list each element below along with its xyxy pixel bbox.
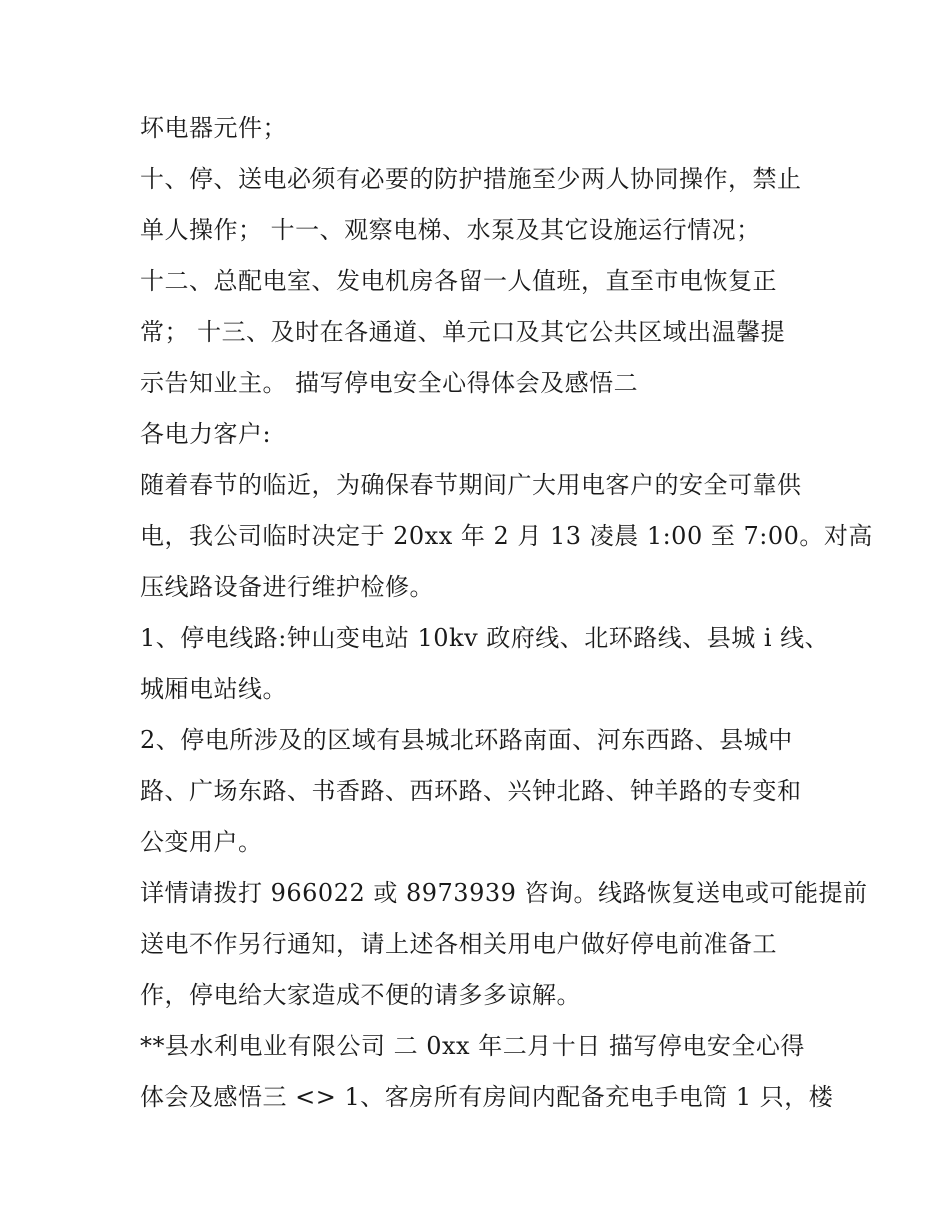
text-line-1: 坏电器元件； (140, 114, 287, 142)
text-line-10: 压线路设备进行维护检修。 (140, 573, 434, 601)
text-line-9: 电，我公司临时决定于 20xx 年 2 月 13 凌晨 1:00 至 7:00。对高 (140, 522, 873, 550)
text-line-14: 路、广场东路、书香路、西环路、兴钟北路、钟羊路的专变和 (140, 777, 802, 805)
text-line-19: **县水利电业有限公司 二 0xx 年二月十日 描写停电安全心得 (140, 1032, 805, 1060)
text-line-4: 十二、总配电室、发电机房各留一人值班，直至市电恢复正 (140, 267, 777, 295)
text-line-18: 作，停电给大家造成不便的请多多谅解。 (140, 981, 581, 1009)
text-line-6: 示告知业主。 描写停电安全心得体会及感悟二 (140, 369, 639, 397)
text-line-7: 各电力客户: (140, 420, 272, 448)
text-line-3: 单人操作； 十一、观察电梯、水泵及其它设施运行情况； (140, 216, 761, 244)
text-line-12: 城厢电站线。 (140, 675, 287, 703)
text-line-17: 送电不作另行通知，请上述各相关用电户做好停电前准备工 (140, 930, 777, 958)
text-line-13: 2、停电所涉及的区域有县城北环路南面、河东西路、县城中 (140, 726, 793, 754)
text-line-15: 公变用户。 (140, 828, 263, 856)
text-line-20: 体会及感悟三 <> 1、客房所有房间内配备充电手电筒 1 只，楼 (140, 1083, 834, 1111)
text-line-11: 1、停电线路:钟山变电站 10kv 政府线、北环路线、县城 i 线、 (140, 624, 830, 652)
text-line-8: 随着春节的临近，为确保春节期间广大用电客户的安全可靠供 (140, 471, 802, 499)
text-line-5: 常； 十三、及时在各通道、单元口及其它公共区域出温馨提 (140, 318, 786, 346)
text-line-16: 详情请拨打 966022 或 8973939 咨询。线路恢复送电或可能提前 (140, 879, 868, 907)
text-line-2: 十、停、送电必须有必要的防护措施至少两人协同操作，禁止 (140, 165, 802, 193)
